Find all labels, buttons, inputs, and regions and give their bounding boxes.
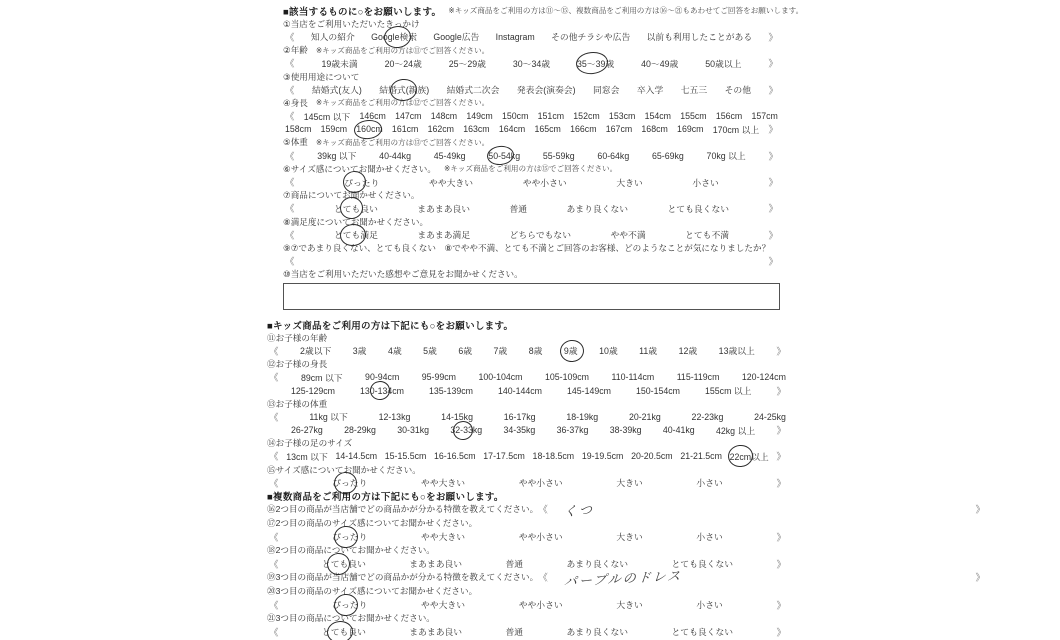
comment-textbox-q10[interactable] [283, 283, 780, 310]
option-q17-3[interactable]: 大きい [616, 532, 643, 543]
section-header [283, 4, 804, 18]
bracket-close: 》 [768, 230, 778, 242]
options-row-q1-0 [283, 30, 780, 43]
option-q2-5[interactable]: 40～49歳 [641, 58, 679, 69]
option-q5-7[interactable]: 70kg 以上 [706, 151, 746, 162]
option-q6-1[interactable]: やや大きい [429, 177, 474, 188]
option-q11-11[interactable]: 13歳以上 [718, 346, 755, 357]
options-row-q21-0 [267, 625, 788, 639]
question-label-row-q17 [267, 516, 788, 530]
question-note-q6: ※キッズ商品をご利用の方は⑮でご回答ください。 [443, 164, 618, 174]
option-q13-2[interactable]: 14-15kg [441, 411, 473, 422]
options-row-q15-0 [267, 476, 788, 489]
question-label-row-q10 [283, 268, 780, 281]
option-q21-2[interactable]: 普通 [505, 627, 524, 638]
option-q3-2[interactable]: 結婚式二次会 [446, 85, 500, 96]
option-q12-7[interactable]: 120-124cm [741, 372, 786, 383]
options-row-q13-1 [267, 424, 788, 437]
bracket-open: 《 [269, 478, 279, 490]
option-q4-11[interactable]: 169cm [677, 124, 704, 135]
option-q13-1[interactable]: 12-13kg [378, 411, 411, 422]
options-row-q3-0 [283, 83, 780, 96]
question-label-q4: ④身長 [283, 97, 308, 108]
options-row-q4-1 [283, 123, 780, 136]
option-q4-3[interactable]: 148cm [430, 111, 458, 122]
question-label-q11: ⑪お子様の年齢 [267, 332, 328, 343]
option-q6-2[interactable]: やや小さい [522, 177, 567, 188]
option-q18-0[interactable]: とても良い [322, 557, 366, 570]
section-header-title: ■複数商品をご利用の方は下記にも○をお願いします。 [267, 491, 504, 503]
option-q4-5[interactable]: 150cm [502, 111, 529, 122]
option-q6-0[interactable]: ぴったり [344, 176, 379, 189]
option-q2-0[interactable]: 19歳未満 [321, 58, 358, 69]
section-header [267, 489, 788, 503]
question-label-row-q15 [267, 463, 788, 476]
bracket-open: 《 [269, 627, 279, 639]
bracket-close: 》 [768, 178, 778, 190]
option-q3-1[interactable]: 結婚式(親族) [379, 83, 429, 96]
question-label-q12: ⑫お子様の身長 [267, 359, 328, 370]
option-q4-9[interactable]: 167cm [605, 124, 633, 135]
options-row-q5-0 [283, 149, 780, 162]
option-q13-3[interactable]: 32-33kg [450, 425, 482, 435]
option-q12-6[interactable]: 155cm 以上 [705, 386, 752, 397]
question-label-row-q3 [283, 70, 780, 83]
option-q17-4[interactable]: 小さい [696, 532, 723, 543]
option-q12-0[interactable]: 89cm 以下 [301, 372, 343, 383]
option-q15-0[interactable]: ぴったり [332, 476, 367, 489]
option-q18-2[interactable]: 普通 [505, 559, 524, 570]
question-note-q5: ※キッズ商品をご利用の方は⑬でご回答ください。 [315, 137, 490, 147]
option-q5-1[interactable]: 40-44kg [379, 150, 411, 161]
option-q4-2[interactable]: 160cm [356, 124, 382, 134]
option-q13-0[interactable]: 11kg 以下 [309, 412, 348, 423]
question-label-row-q11 [267, 331, 788, 344]
option-q4-10[interactable]: 155cm [680, 111, 707, 122]
option-q13-6[interactable]: 38-39kg [609, 425, 642, 436]
option-q4-1[interactable]: 159cm [320, 124, 348, 135]
bracket-close: 》 [768, 204, 778, 216]
options-row-q14-0 [267, 450, 788, 463]
option-q1-3[interactable]: Instagram [495, 31, 535, 42]
option-q5-3[interactable]: 50-54kg [488, 151, 520, 161]
option-q7-2[interactable]: 普通 [509, 203, 528, 214]
bracket-close: 》 [975, 505, 985, 517]
options-row-q18-0 [267, 557, 788, 571]
option-q7-4[interactable]: とても良くない [667, 203, 730, 214]
option-q8-2[interactable]: どちらでもない [509, 230, 572, 241]
handwritten-answer-q16[interactable]: くつ [562, 502, 595, 519]
bracket-close: 》 [776, 426, 786, 438]
option-q12-4[interactable]: 145-149cm [567, 385, 612, 396]
option-q3-0[interactable]: 結婚式(友人) [311, 85, 362, 96]
option-q11-6[interactable]: 8歳 [528, 346, 543, 357]
question-label-q9: ⑨⑦であまり良くない、とても良くない ⑧でやや不満、とても不満とご回答のお客様、どのようなことが気になりましたか？ [283, 242, 771, 253]
bracket-close: 》 [776, 559, 786, 571]
question-label-row-q5 [283, 136, 780, 149]
option-q6-4[interactable]: 小さい [692, 177, 719, 188]
question-label-q7: ⑦商品についてお聞かせください。 [283, 190, 420, 201]
option-q4-12[interactable]: 170cm 以上 [712, 124, 760, 135]
section-multiple-items [267, 489, 985, 639]
option-q2-4[interactable]: 35～39歳 [577, 57, 614, 70]
option-q4-2[interactable]: 147cm [395, 111, 422, 122]
option-q21-1[interactable]: まあまあ良い [409, 627, 463, 638]
question-note-q4: ※キッズ商品をご利用の方は⑫でご回答ください。 [315, 98, 490, 108]
option-q13-4[interactable]: 34-35kg [503, 425, 536, 436]
option-q13-5[interactable]: 20-21kg [628, 411, 661, 422]
option-q2-2[interactable]: 25～29歳 [448, 58, 486, 69]
inline-question-row-q16 [267, 503, 985, 517]
option-q5-2[interactable]: 45-49kg [433, 150, 466, 161]
question-label-q17: ⑰2つ目の商品のサイズ感についてお聞かせください。 [267, 517, 478, 528]
option-q14-9[interactable]: 22cm以上 [730, 450, 769, 463]
bracket-close: 》 [768, 125, 778, 137]
option-q2-6[interactable]: 50歳以上 [705, 58, 742, 69]
option-q13-5[interactable]: 36-37kg [556, 425, 589, 436]
option-q20-4[interactable]: 小さい [696, 600, 723, 611]
option-q14-1[interactable]: 14-14.5cm [335, 451, 378, 462]
option-q4-4[interactable]: 149cm [466, 111, 493, 122]
bracket-close: 》 [975, 573, 985, 585]
question-label-q21: ㉑3つ目の商品についてお聞かせください。 [267, 613, 435, 624]
question-label-row-q20 [267, 584, 788, 598]
question-label-q15: ⑮サイズ感についてお聞かせください。 [267, 464, 421, 475]
option-q4-7[interactable]: 165cm [534, 124, 561, 135]
question-label-row-q13 [267, 397, 788, 410]
bracket-open: 《 [285, 32, 295, 44]
bracket-open: 《 [285, 59, 295, 71]
bracket-open: 《 [285, 112, 295, 124]
bracket-open: 《 [285, 230, 295, 242]
option-q15-1[interactable]: やや大きい [421, 478, 466, 489]
option-q12-1[interactable]: 90-94cm [365, 372, 400, 383]
option-q15-4[interactable]: 小さい [696, 478, 723, 489]
option-q17-0[interactable]: ぴったり [332, 530, 367, 543]
bracket-close: 》 [776, 600, 786, 612]
option-q15-3[interactable]: 大きい [616, 478, 643, 489]
option-q13-6[interactable]: 22-23kg [691, 411, 724, 422]
section-header-title: ■キッズ商品をご利用の方は下記にも○をお願いします。 [267, 320, 514, 332]
option-q11-4[interactable]: 6歳 [458, 346, 473, 357]
question-label-q14: ⑭お子様の足のサイズ [267, 438, 353, 449]
option-q4-12[interactable]: 157cm [751, 111, 778, 122]
option-q17-1[interactable]: やや大きい [421, 532, 466, 543]
question-label-q3: ③使用用途について [283, 71, 360, 82]
option-q14-5[interactable]: 18-18.5cm [532, 451, 575, 462]
bracket-close: 》 [776, 627, 786, 639]
option-q12-5[interactable]: 110-114cm [611, 372, 655, 383]
option-q11-7[interactable]: 9歳 [564, 344, 578, 357]
question-label-row-q7 [283, 189, 780, 202]
option-q4-1[interactable]: 146cm [359, 111, 386, 122]
bracket-close: 》 [768, 59, 778, 71]
option-q3-5[interactable]: 卒入学 [636, 85, 664, 96]
section-general [283, 4, 804, 310]
section-header-note: ※キッズ商品をご利用の方は⑪～⑮、複数商品をご利用の方は⑯～㉑もあわせてご回答をお願いします。 [448, 6, 804, 16]
bracket-open: 《 [285, 85, 295, 97]
option-q17-2[interactable]: やや小さい [518, 532, 563, 543]
option-q5-0[interactable]: 39kg 以下 [317, 151, 357, 162]
option-q7-3[interactable]: あまり良くない [566, 203, 629, 214]
options-row-q17-0 [267, 530, 788, 544]
option-q21-3[interactable]: あまり良くない [566, 627, 629, 638]
option-q13-4[interactable]: 18-19kg [566, 411, 599, 422]
bracket-close: 》 [776, 452, 786, 464]
bracket-open: 《 [269, 373, 279, 385]
question-label-row-q6 [283, 162, 780, 175]
option-q4-6[interactable]: 164cm [498, 124, 526, 135]
bracket-open: 《 [538, 573, 548, 585]
options-row-q8-0 [283, 228, 780, 241]
bracket-close: 》 [768, 32, 778, 44]
question-label-q2: ②年齢 [283, 45, 308, 56]
options-row-q9-0 [283, 255, 780, 268]
bracket-open: 《 [269, 452, 279, 464]
bracket-open: 《 [269, 346, 279, 358]
option-q4-8[interactable]: 166cm [570, 124, 597, 135]
question-label-row-q21 [267, 611, 788, 625]
options-row-q6-0 [283, 175, 780, 188]
option-q4-0[interactable]: 158cm [285, 124, 312, 135]
option-q11-1[interactable]: 3歳 [352, 346, 367, 357]
option-q4-0[interactable]: 145cm 以下 [303, 111, 351, 122]
option-q4-6[interactable]: 151cm [537, 111, 565, 122]
question-label-row-q12 [267, 358, 788, 371]
bracket-close: 》 [768, 257, 778, 269]
option-q6-3[interactable]: 大きい [616, 177, 643, 188]
question-label-q16: ⑯2つ目の商品が当店舗でどの商品かが分かる特徴を教えてください。 [267, 504, 539, 515]
question-label-q10: ⑩当店をご利用いただいた感想やご意見をお聞かせください。 [283, 269, 523, 280]
option-q13-3[interactable]: 16-17kg [503, 411, 536, 422]
option-q13-7[interactable]: 40-41kg [662, 425, 695, 436]
option-q13-7[interactable]: 24-25kg [754, 411, 786, 422]
option-q11-2[interactable]: 4歳 [387, 346, 402, 357]
option-q14-3[interactable]: 16-16.5cm [434, 451, 476, 462]
options-row-q12-1 [267, 384, 788, 397]
question-note-q2: ※キッズ商品をご利用の方は⑪でご回答ください。 [315, 45, 490, 55]
inline-question-row-q19 [267, 567, 985, 590]
option-q4-4[interactable]: 162cm [427, 124, 454, 135]
option-q4-5[interactable]: 163cm [463, 124, 490, 135]
option-q11-5[interactable]: 7歳 [493, 346, 508, 357]
options-row-q13-0 [267, 410, 788, 423]
option-q12-0[interactable]: 125-129cm [291, 385, 336, 396]
bracket-close: 》 [776, 346, 786, 358]
question-label-q18: ⑱2つ目の商品についてお聞かせください。 [267, 545, 435, 556]
options-row-q2-0 [283, 57, 780, 70]
bracket-close: 》 [776, 478, 786, 490]
bracket-open: 《 [269, 412, 279, 424]
bracket-close: 》 [776, 532, 786, 544]
option-q1-4[interactable]: その他チラシや広告 [551, 32, 631, 43]
question-label-q8: ⑧満足度についてお聞かせください。 [283, 216, 429, 227]
option-q13-1[interactable]: 28-29kg [344, 425, 376, 436]
bracket-open: 《 [269, 600, 279, 612]
question-label-q13: ⑬お子様の体重 [267, 398, 328, 409]
option-q21-0[interactable]: とても良い [322, 625, 366, 638]
option-q14-2[interactable]: 15-15.5cm [384, 451, 427, 462]
option-q20-3[interactable]: 大きい [616, 600, 643, 611]
options-row-q12-0 [267, 371, 788, 384]
bracket-open: 《 [269, 559, 279, 571]
option-q1-0[interactable]: 知人の紹介 [310, 32, 355, 43]
bracket-close: 》 [768, 151, 778, 163]
option-q2-1[interactable]: 20～24歳 [384, 58, 422, 69]
bracket-open: 《 [285, 204, 295, 216]
option-q20-0[interactable]: ぴったり [332, 598, 367, 611]
options-row-q11-0 [267, 344, 788, 357]
option-q20-2[interactable]: やや小さい [518, 600, 563, 611]
option-q20-1[interactable]: やや大きい [421, 600, 466, 611]
option-q12-1[interactable]: 130-134cm [360, 386, 404, 396]
option-q7-1[interactable]: まあまあ良い [417, 203, 471, 214]
bracket-open: 《 [285, 151, 295, 163]
section-header [267, 318, 788, 331]
option-q1-5[interactable]: 以前も利用したことがある [646, 32, 753, 43]
bracket-open: 《 [285, 178, 295, 190]
section-header-title: ■該当するものに○をお願いします。 [283, 6, 442, 18]
option-q2-3[interactable]: 30～34歳 [512, 58, 551, 69]
option-q1-1[interactable]: Google検索 [371, 30, 417, 43]
option-q13-2[interactable]: 30-31kg [397, 425, 430, 436]
option-q11-10[interactable]: 12歳 [678, 346, 698, 357]
question-label-row-q14 [267, 437, 788, 450]
question-label-q6: ⑥サイズ感についてお聞かせください。 [283, 163, 436, 174]
option-q4-8[interactable]: 153cm [608, 111, 636, 122]
question-label-row-q18 [267, 543, 788, 557]
question-label-q19: ⑲3つ目の商品が当店舗でどの商品かが分かる特徴を教えてください。 [267, 572, 539, 583]
option-q15-2[interactable]: やや小さい [518, 478, 563, 489]
option-q4-10[interactable]: 168cm [641, 124, 668, 135]
option-q4-11[interactable]: 156cm [715, 111, 743, 122]
option-q12-2[interactable]: 135-139cm [429, 385, 474, 396]
options-row-q7-0 [283, 202, 780, 215]
bracket-open: 《 [285, 257, 295, 269]
option-q8-3[interactable]: やや不満 [610, 230, 646, 241]
section-kids [267, 318, 788, 489]
question-label-q20: ⑳3つ目の商品のサイズ感についてお聞かせください。 [267, 585, 478, 596]
question-label-row-q2 [283, 44, 780, 57]
option-q3-4[interactable]: 同窓会 [592, 85, 620, 96]
option-q8-1[interactable]: まあまあ満足 [417, 230, 471, 241]
option-q8-4[interactable]: とても不満 [685, 230, 730, 241]
option-q4-3[interactable]: 161cm [391, 124, 419, 135]
option-q8-0[interactable]: とても満足 [334, 228, 378, 241]
option-q5-6[interactable]: 65-69kg [651, 150, 684, 161]
option-q12-3[interactable]: 100-104cm [478, 372, 523, 383]
option-q3-7[interactable]: その他 [724, 85, 752, 96]
option-q14-0[interactable]: 13cm 以下 [286, 451, 328, 462]
option-q4-9[interactable]: 154cm [644, 111, 671, 122]
bracket-close: 》 [768, 85, 778, 97]
options-row-q20-0 [267, 598, 788, 612]
option-q12-2[interactable]: 95-99cm [421, 372, 456, 383]
option-q11-3[interactable]: 5歳 [423, 346, 437, 357]
option-q14-8[interactable]: 21-21.5cm [680, 451, 722, 462]
bracket-open: 《 [538, 505, 548, 517]
options-row-q4-0 [283, 110, 780, 123]
bracket-close: 》 [776, 386, 786, 398]
handwritten-answer-q19[interactable]: パープルのドレス [563, 567, 683, 590]
option-q12-6[interactable]: 115-119cm [676, 372, 720, 383]
option-q1-2[interactable]: Google広告 [433, 32, 480, 43]
option-q3-6[interactable]: 七五三 [680, 85, 708, 96]
bracket-open: 《 [269, 532, 279, 544]
option-q12-3[interactable]: 140-144cm [498, 385, 543, 396]
option-q12-5[interactable]: 150-154cm [636, 385, 681, 396]
option-q13-8[interactable]: 42kg 以上 [716, 425, 756, 436]
option-q12-4[interactable]: 105-109cm [544, 372, 589, 383]
option-q11-0[interactable]: 2歳以下 [300, 346, 332, 357]
option-q13-0[interactable]: 26-27kg [291, 425, 323, 436]
question-label-q1: ①当店をご利用いただいたきっかけ [283, 18, 420, 29]
option-q18-1[interactable]: まあまあ良い [409, 559, 463, 570]
option-q4-7[interactable]: 152cm [573, 111, 600, 122]
question-label-row-q1 [283, 17, 780, 30]
option-q11-9[interactable]: 11歳 [639, 346, 658, 357]
question-label-q5: ⑤体重 [283, 137, 308, 148]
option-q21-4[interactable]: とても良くない [671, 627, 734, 638]
question-label-row-q4 [283, 96, 780, 109]
option-q3-3[interactable]: 発表会(演奏会) [516, 85, 576, 96]
option-q14-7[interactable]: 20-20.5cm [631, 451, 673, 462]
option-q14-4[interactable]: 17-17.5cm [483, 451, 525, 462]
option-q5-5[interactable]: 60-64kg [597, 150, 630, 161]
option-q18-3[interactable]: あまり良くない [566, 559, 629, 570]
option-q11-8[interactable]: 10歳 [599, 346, 618, 357]
question-label-row-q8 [283, 215, 780, 228]
question-label-row-q9 [283, 241, 780, 254]
option-q7-0[interactable]: とても良い [334, 202, 378, 215]
option-q18-4[interactable]: とても良くない [671, 559, 734, 570]
option-q14-6[interactable]: 19-19.5cm [581, 451, 624, 462]
option-q5-4[interactable]: 55-59kg [542, 150, 575, 161]
